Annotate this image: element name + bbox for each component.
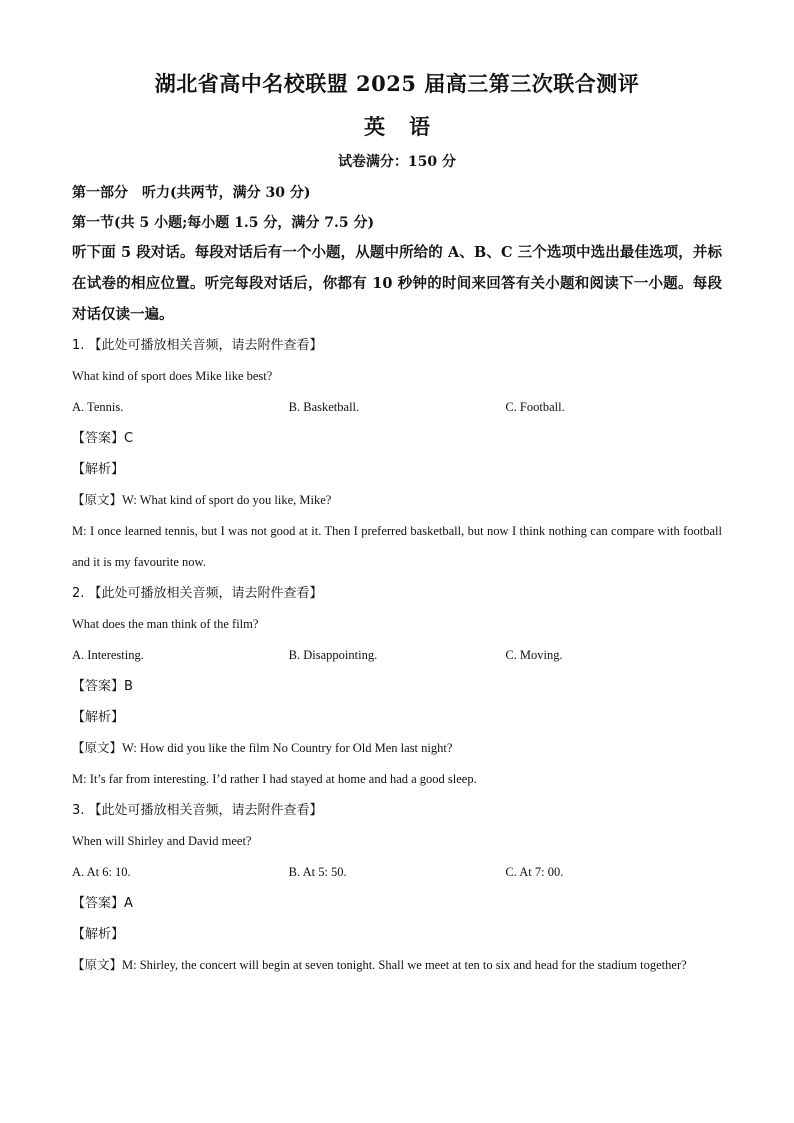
options-1 [72,392,722,423]
option-c[interactable]: C. At 7: 00. [505,865,564,879]
audio-placeholder-3[interactable]: 3. 【此处可播放相关音频，请去附件查看】 [72,803,323,818]
answer-3: 【答案】A [72,896,133,911]
answer-2: 【答案】B [72,679,133,694]
question-stem-3: When will Shirley and David meet? [72,834,252,848]
transcript-2-cont: M: It’s far from interesting. I’d rather I had stayed at home and had a good sleep. [72,772,477,786]
part-title: 第一部分 听力(共两节，满分 30 分) [72,185,311,201]
option-b[interactable]: B. Basketball. [288,400,360,414]
section-title: 第一节(共 5 小题;每小题 1.5 分，满分 7.5 分) [72,215,375,231]
option-a[interactable]: A. Interesting. [72,648,144,662]
transcript-2: 【原文】W: How did you like the film No Country for Old Men last night? [72,741,453,755]
audio-placeholder-1[interactable]: 1. 【此处可播放相关音频，请去附件查看】 [72,338,323,353]
option-c[interactable]: C. Moving. [505,648,563,662]
analysis-3: 【解析】 [72,927,125,942]
full-score: 试卷满分：150 分 [337,154,457,170]
exam-title: 湖北省高中名校联盟 2025 届高三第三次联合测评 [154,71,640,96]
option-b[interactable]: B. At 5: 50. [288,865,347,879]
transcript-1-cont: M: I once learned tennis, but I was not good at it. Then I preferred basketball, but now I think nothing can compare with football and it is my favourite now. [72,524,722,569]
subject-title [72,113,722,141]
analysis-2: 【解析】 [72,710,125,725]
audio-placeholder-2[interactable]: 2. 【此处可播放相关音频，请去附件查看】 [72,586,323,601]
options-2 [72,640,722,671]
subject-char-2: 语 [409,114,430,139]
instructions: 听下面 5 段对话。每段对话后有一个小题，从题中所给的 A、B、C 三个选项中选出最佳选项，并标在试卷的相应位置。听完每段对话后，你都有 10 秒钟的时间来回答有关小题和阅读下一小题。每段对话仅读一遍。 [72,244,722,323]
question-stem-2: What does the man think of the film? [72,617,259,631]
option-c[interactable]: C. Football. [505,400,565,414]
analysis-1: 【解析】 [72,462,125,477]
transcript-3: 【原文】M: Shirley, the concert will begin at seven tonight. Shall we meet at ten to six and head for the stadium together? [72,958,687,972]
question-stem-1: What kind of sport does Mike like best? [72,369,273,383]
option-a[interactable]: A. At 6: 10. [72,865,131,879]
answer-1: 【答案】C [72,431,134,446]
transcript-1: 【原文】W: What kind of sport do you like, Mike? [72,493,332,507]
options-3 [72,857,722,888]
option-a[interactable]: A. Tennis. [72,400,124,414]
option-b[interactable]: B. Disappointing. [288,648,378,662]
subject-char-1: 英 [364,114,385,139]
